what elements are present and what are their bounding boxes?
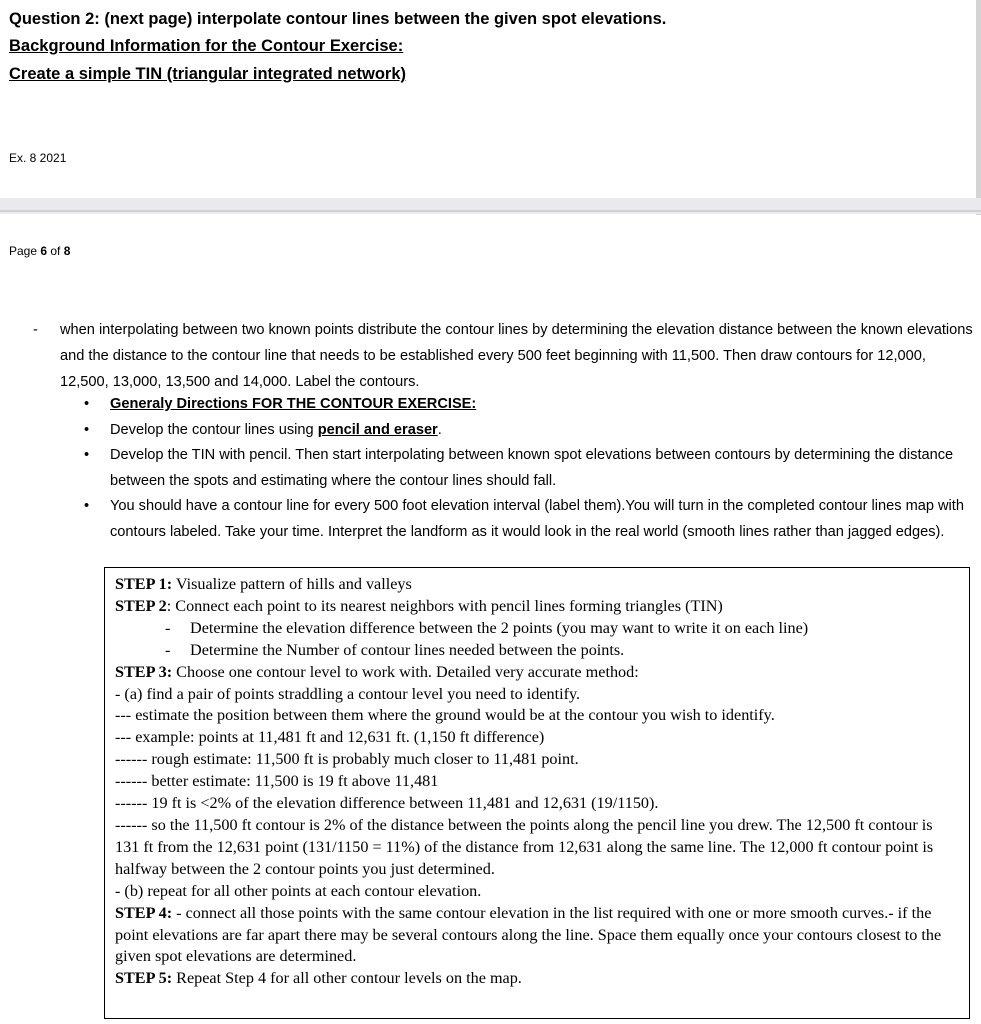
- bullet-icon: •: [84, 498, 90, 514]
- page-edge: [976, 0, 981, 215]
- bullet-icon: •: [84, 396, 90, 412]
- step-4: [115, 903, 959, 969]
- step-1: [115, 574, 959, 596]
- step-label: STEP 1:: [115, 575, 173, 593]
- list-item: [80, 443, 975, 494]
- item2-prefix: Develop the contour lines using: [110, 421, 318, 438]
- page-total: 8: [63, 244, 71, 258]
- step-5: [115, 968, 959, 990]
- exercise-label: Ex. 8 2021: [9, 151, 67, 165]
- background-title: Background Information for the Contour Exercise:: [9, 37, 404, 55]
- step-3-line: ------ 19 ft is <2% of the elevation difference between 11,481 and 12,631 (19/1150).: [115, 794, 659, 813]
- step-3: [115, 662, 959, 684]
- steps-box: [104, 567, 970, 1019]
- list-item: [80, 418, 975, 444]
- step-text: : Connect each point to its nearest neighbors with pencil lines forming triangles (TIN): [166, 596, 723, 615]
- sub-text: Determine the Number of contour lines needed between the points.: [190, 640, 625, 659]
- step-3-line: ------ better estimate: 11,500 is 19 ft above 11,481: [115, 772, 439, 791]
- step-3-line: ------ so the 11,500 ft contour is 2% of the distance between the points along the pencil line you drew. The 12,500 ft contour is 131 ft from the 12,631 point (131/1150 = 11%) of the distance from 12,631 along the same line. The 12,000 ft contour point is halfway between the 2 contour points you just determined.: [115, 815, 934, 878]
- item2-emphasis: pencil and eraser: [317, 421, 438, 438]
- step-label: STEP 2: [115, 596, 167, 615]
- step-3-line: --- example: points at 11,481 ft and 12,631 ft. (1,150 ft difference): [115, 728, 545, 747]
- step-3-b: - (b) repeat for all other points at each contour elevation.: [115, 881, 482, 900]
- tin-title: Create a simple TIN (triangular integrated network): [9, 65, 406, 83]
- interpolation-note: [33, 317, 978, 395]
- step-text: Choose one contour level to work with. Detailed very accurate method:: [172, 662, 639, 681]
- step-2-sub-1: [115, 618, 959, 640]
- step-label: STEP 5:: [115, 969, 173, 988]
- step-3-line: ------ rough estimate: 11,500 ft is probably much closer to 11,481 point.: [115, 750, 579, 769]
- step-label: STEP 4:: [115, 903, 173, 922]
- item4-text: You should have a contour line for every 500 foot elevation interval (label them).You will turn in the completed contour lines map with contours labeled. Take your time. Interpret the landform as it would look in the real world (smooth lines rather than jagged edges).: [110, 498, 964, 540]
- page-prefix: Page: [9, 244, 41, 258]
- interpolation-text: when interpolating between two known points distribute the contour lines by determining the elevation distance between the known elevations and the distance to the contour line that needs to be established every 500 feet beginning with 11,500. Then draw contours for 12,000, 12,500, 13,000, 13,500 and 14,000. Label the contours.: [60, 322, 973, 390]
- bullet-icon: •: [84, 421, 90, 438]
- previous-page-footer: [0, 0, 976, 198]
- step-text: - connect all those points with the same contour elevation in the list required with one or more smooth curves.- if the point elevations are far apart there may be several contours along the line. Space them equally once your contours closest to the given spot elevations are determined.: [115, 903, 942, 966]
- step-text: Repeat Step 4 for all other contour levels on the map.: [172, 969, 522, 988]
- dash-marker: -: [33, 322, 38, 338]
- page-divider: [0, 210, 981, 212]
- step-3-line: --- estimate the position between them where the ground would be at the contour you wish to identify.: [115, 706, 775, 725]
- bullet-icon: •: [84, 447, 90, 463]
- list-item: [80, 494, 975, 545]
- question-title: Question 2: (next page) interpolate contour lines between the given spot elevations.: [9, 10, 667, 28]
- page-current: 6: [40, 244, 48, 258]
- list-item: [80, 392, 975, 418]
- item2-suffix: .: [437, 421, 442, 438]
- sub-marker: -: [165, 640, 171, 659]
- item3-text: Develop the TIN with pencil. Then start interpolating between known spot elevations between contours by determining the distance between the spots and estimating where the contour lines should fall.: [110, 447, 954, 489]
- step-label: STEP 3:: [115, 662, 173, 681]
- sub-text: Determine the elevation difference between the 2 points (you may want to write it on each line): [190, 618, 809, 637]
- directions-heading: Generaly Directions FOR THE CONTOUR EXERCISE:: [110, 396, 477, 412]
- sub-marker: -: [165, 618, 171, 637]
- step-text: Visualize pattern of hills and valleys: [172, 575, 412, 593]
- page-indicator: [9, 244, 70, 258]
- step-2-sub-2: [115, 640, 959, 662]
- page-of: of: [47, 244, 64, 258]
- step-2: [115, 596, 959, 618]
- directions-list: [80, 392, 975, 545]
- step-3-a: - (a) find a pair of points straddling a contour level you need to identify.: [115, 684, 581, 703]
